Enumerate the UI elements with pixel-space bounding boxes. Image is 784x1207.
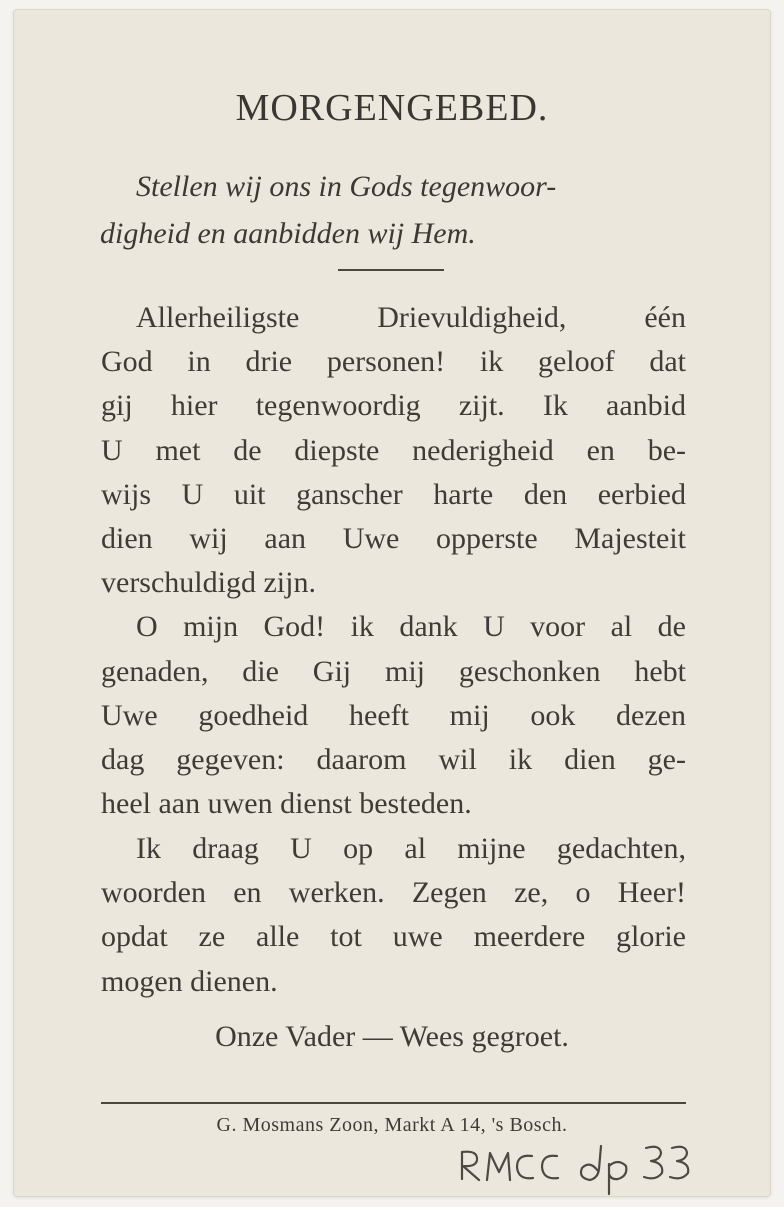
publisher-imprint: G. Mosmans Zoon, Markt A 14, 's Bosch. [216, 1114, 568, 1136]
text-line: dag gegeven: daarom wil ik dien ge- [101, 743, 686, 776]
text-line: dien wij aan Uwe opperste Majesteit [101, 522, 686, 555]
intro-line: digheid en aanbidden wij Hem. [100, 217, 476, 250]
text-line: O mijn God! ik dank U voor al de [136, 610, 686, 643]
text-line: wijs U uit ganscher harte den eerbied [101, 478, 686, 511]
text-line: opdat ze alle tot uwe meerdere glorie [101, 920, 686, 953]
text-line: mogen dienen. [101, 965, 278, 998]
text-line: Allerheiligste Drievuldigheid, één [136, 301, 686, 334]
text-line: heel aan uwen dienst besteden. [101, 787, 472, 820]
text-line: genaden, die Gij mij geschonken hebt [101, 655, 686, 688]
divider [338, 269, 444, 271]
text-line: God in drie personen! ik geloof dat [101, 345, 686, 378]
text-line: verschuldigd zijn. [101, 566, 316, 599]
closing-line: Onze Vader — Wees gegroet. [215, 1020, 569, 1053]
text-line: gij hier tegenwoordig zijt. Ik aanbid [101, 389, 686, 422]
footer-divider [101, 1102, 686, 1104]
text-line: U met de diepste nederigheid en be- [101, 434, 686, 467]
text-line: Ik draag U op al mijne gedachten, [136, 832, 686, 865]
text-line: woorden en werken. Zegen ze, o Heer! [101, 876, 686, 909]
intro-line: Stellen wij ons in Gods tegenwoor- [136, 170, 557, 203]
text-line: Uwe goedheid heeft mij ook dezen [101, 699, 686, 732]
handwritten-catalog-number [0, 1136, 784, 1196]
page-title: MORGENGEBED. [235, 87, 549, 129]
